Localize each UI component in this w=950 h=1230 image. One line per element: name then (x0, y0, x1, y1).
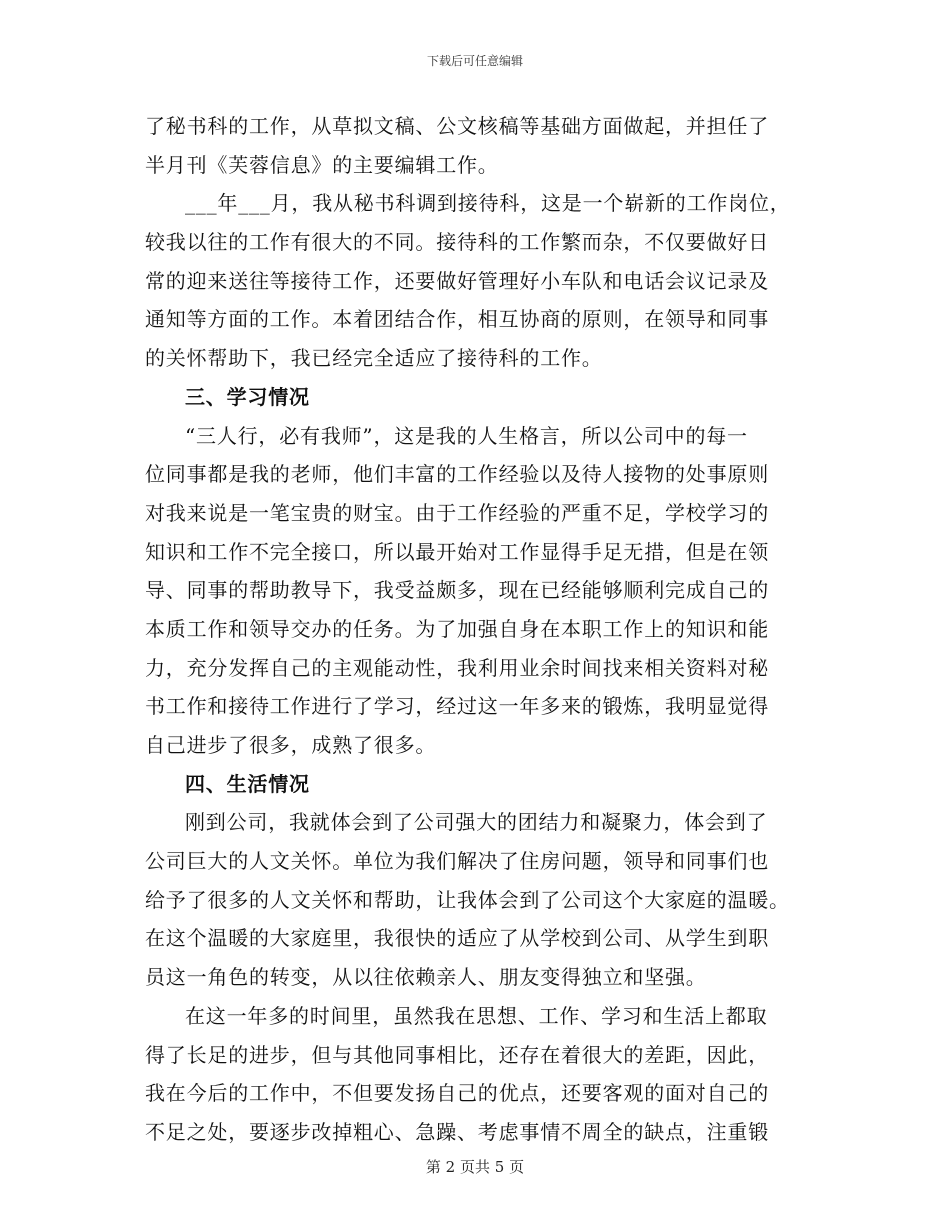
text-line: 员这一角色的转变，从以往依赖亲人、朋友变得独立和坚强。 (145, 965, 707, 990)
section-heading: 三、学习情况 (185, 384, 310, 409)
text-line: 常的迎来送往等接待工作，还要做好管理好小车队和电话会议记录及 (145, 268, 769, 293)
text-line: “三人行，必有我师”，这是我的人生格言，所以公司中的每一 (185, 423, 748, 448)
text-line: 我在今后的工作中，不但要发扬自己的优点，还要客观的面对自己的 (145, 1081, 769, 1106)
text-line: 给予了很多的人文关怀和帮助，让我体会到了公司这个大家庭的温暖。 (145, 887, 790, 912)
text-line: 较我以往的工作有很大的不同。接待科的工作繁而杂，不仅要做好日 (145, 230, 769, 255)
text-line: 公司巨大的人文关怀。单位为我们解决了住房问题，领导和同事们也 (145, 849, 769, 874)
text-line: 了秘书科的工作，从草拟文稿、公文核稿等基础方面做起，并担任了 (145, 114, 769, 138)
text-line: 力，充分发挥自己的主观能动性，我利用业余时间找来相关资料对秘 (145, 655, 769, 680)
text-line: 知识和工作不完全接口，所以最开始对工作显得手足无措，但是在领 (145, 539, 769, 564)
text-line: 对我来说是一笔宝贵的财宝。由于工作经验的严重不足，学校学习的 (145, 500, 769, 525)
text-line: 不足之处，要逐步改掉粗心、急躁、考虑事情不周全的缺点，注重锻 (145, 1119, 769, 1144)
text-line: 在这一年多的时间里，虽然我在思想、工作、学习和生活上都取 (185, 1003, 768, 1028)
text-line: 位同事都是我的老师，他们丰富的工作经验以及待人接物的处事原则 (145, 462, 769, 487)
text-line: 本质工作和领导交办的任务。为了加强自身在本职工作上的知识和能 (145, 616, 769, 641)
text-line: 在这个温暖的大家庭里，我很快的适应了从学校到公司、从学生到职 (145, 926, 769, 951)
page-number-footer: 第 2 页共 5 页 (425, 1158, 525, 1176)
text-line: 得了长足的进步，但与其他同事相比，还存在着很大的差距，因此， (145, 1042, 769, 1067)
document-body (145, 107, 815, 1152)
text-line: 刚到公司，我就体会到了公司强大的团结力和凝聚力，体会到了 (185, 810, 768, 835)
text-line: 导、同事的帮助教导下，我受益颇多，现在已经能够顺利完成自己的 (145, 578, 769, 603)
text-line: 的关怀帮助下，我已经完全适应了接待科的工作。 (145, 346, 603, 371)
text-line: ___年___月，我从秘书科调到接待科，这是一个崭新的工作岗位， (185, 191, 791, 216)
header-note: 下载后可任意编辑 (426, 54, 523, 68)
text-line: 通知等方面的工作。本着团结合作，相互协商的原则，在领导和同事 (145, 307, 769, 332)
text-line: 半月刊《芙蓉信息》的主要编辑工作。 (145, 152, 499, 177)
section-heading: 四、生活情况 (185, 771, 310, 796)
text-line: 书工作和接待工作进行了学习，经过这一年多来的锻炼，我明显觉得 (145, 694, 769, 719)
text-line: 自己进步了很多，成熟了很多。 (145, 733, 437, 757)
